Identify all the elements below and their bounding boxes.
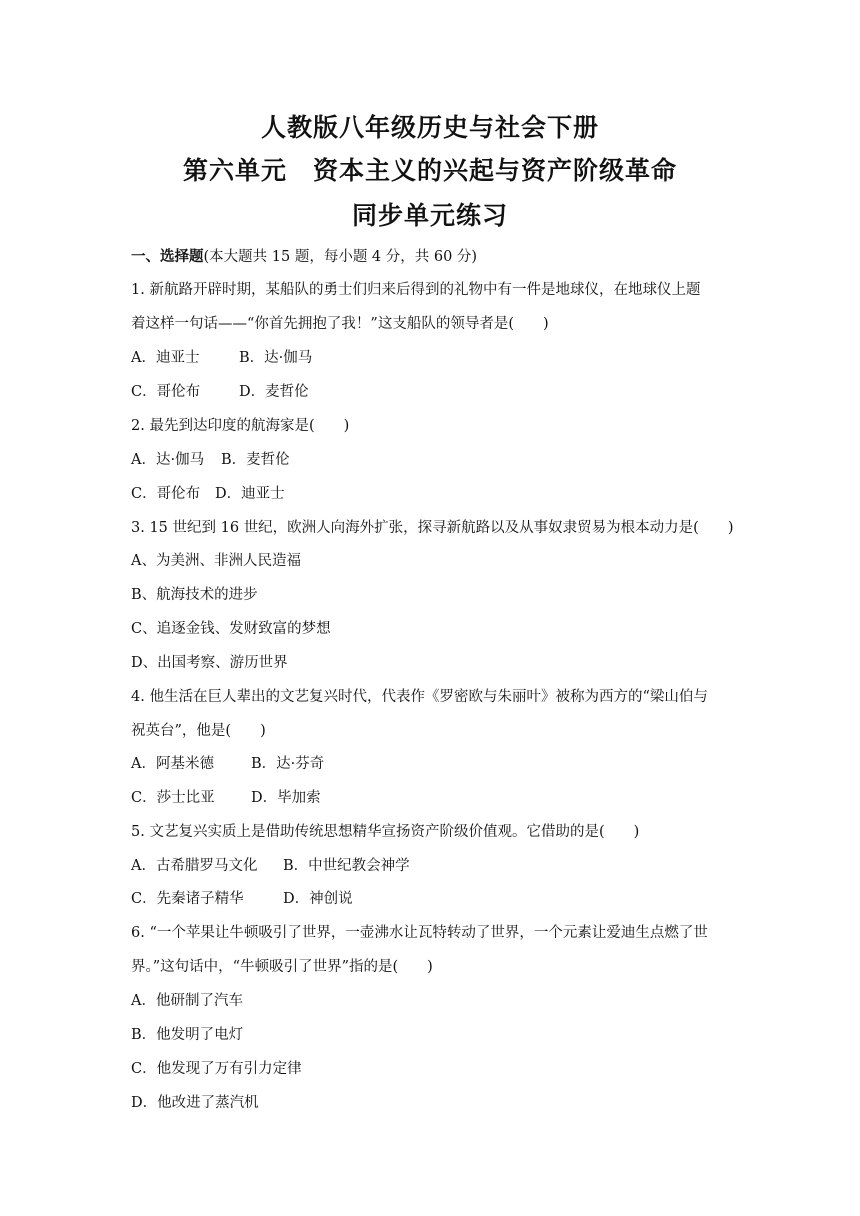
- question-3-option-b: B、航海技术的进步: [131, 587, 258, 603]
- question-5-options-row-2: [131, 889, 353, 909]
- question-1-option-d: D．麦哲伦: [239, 384, 309, 400]
- question-6-option-d: D．他改进了蒸汽机: [131, 1095, 259, 1111]
- question-6-stem-line-1: 6. “一个苹果让牛顿吸引了世界，一壶沸水让瓦特转动了世界，一个元素让爱迪生点燃了世: [131, 925, 708, 941]
- question-4-option-b: B．达·芬奇: [251, 756, 325, 772]
- question-1-option-a: A．迪亚士: [131, 350, 200, 366]
- question-4-option-a: A．阿基米德: [131, 756, 214, 772]
- question-3-option-d: D、出国考察、游历世界: [131, 655, 288, 671]
- question-2-option-d: D．迪亚士: [215, 486, 285, 502]
- question-6-stem-line-2: 界。”这句话中，“牛顿吸引了世界”指的是( ): [131, 959, 433, 975]
- question-4-stem-line-1: 4. 他生活在巨人辈出的文艺复兴时代，代表作《罗密欧与朱丽叶》被称为西方的“梁山伯与: [131, 689, 708, 705]
- question-3-stem: 3. 15 世纪到 16 世纪，欧洲人向海外扩张，探寻新航路以及从事奴隶贸易为根本动力是( ): [131, 520, 734, 536]
- title-line-1: 人教版八年级历史与社会下册: [260, 113, 599, 142]
- question-1-stem-line-2: 着这样一句话——“你首先拥抱了我！”这支船队的领导者是( ): [131, 316, 549, 332]
- question-4-options-row-1: [131, 754, 324, 774]
- section-heading: 一、选择题: [131, 248, 204, 265]
- question-4-options-row-2: [131, 788, 321, 808]
- section-note: (本大题共 15 题，每小题 4 分，共 60 分): [203, 249, 478, 265]
- question-5-options-row-1: [131, 856, 410, 876]
- question-1-options-row-1: [131, 348, 312, 368]
- section-heading-line: [131, 247, 477, 267]
- question-5-option-d: D．神创说: [283, 891, 353, 907]
- title-line-3: 同步单元练习: [351, 201, 508, 230]
- question-2-stem: 2. 最先到达印度的航海家是( ): [131, 418, 350, 434]
- question-4-option-c: C．莎士比亚: [131, 790, 215, 806]
- question-5-option-a: A．古希腊罗马文化: [131, 858, 258, 874]
- question-6-option-b: B．他发明了电灯: [131, 1027, 244, 1043]
- question-5-option-c: C．先秦诸子精华: [131, 891, 244, 907]
- question-5-stem: 5. 文艺复兴实质上是借助传统思想精华宣扬资产阶级价值观。它借助的是( ): [131, 824, 640, 840]
- question-1-stem-line-1: 1. 新航路开辟时期，某船队的勇士们归来后得到的礼物中有一件是地球仪，在地球仪上题: [131, 282, 701, 298]
- question-2-option-c: C．哥伦布: [131, 486, 201, 502]
- question-1-options-row-2: [131, 382, 309, 402]
- title-line-2: 第六单元 资本主义的兴起与资产阶级革命: [182, 156, 677, 185]
- question-3-option-c: C、追逐金钱、发财致富的梦想: [131, 621, 331, 637]
- question-2-options-row-1: [131, 450, 290, 470]
- question-2-options-row-2: [131, 484, 285, 504]
- question-1-option-c: C．哥伦布: [131, 384, 201, 400]
- question-2-option-b: B．麦哲伦: [221, 452, 290, 468]
- question-6-option-a: A．他研制了汽车: [131, 993, 243, 1009]
- question-6-option-c: C．他发现了万有引力定律: [131, 1061, 302, 1077]
- question-3-option-a: A、为美洲、非洲人民造福: [131, 553, 301, 569]
- question-4-option-d: D．毕加索: [251, 790, 321, 806]
- question-2-option-a: A．达·伽马: [131, 452, 205, 468]
- question-1-option-b: B．达·伽马: [239, 350, 313, 366]
- question-4-stem-line-2: 祝英台”，他是( ): [131, 723, 266, 739]
- question-5-option-b: B．中世纪教会神学: [283, 858, 410, 874]
